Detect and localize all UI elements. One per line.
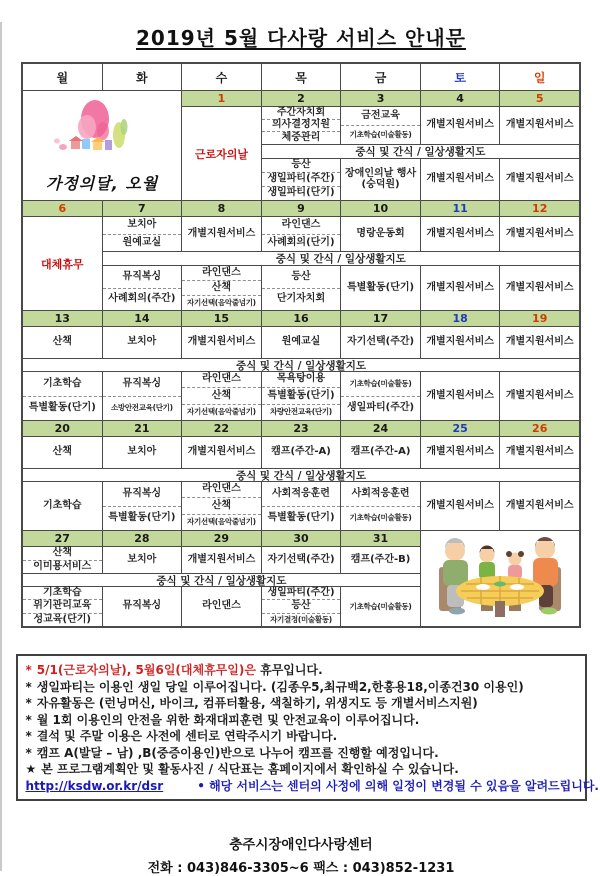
page-title: 2019년 5월 다사랑 서비스 안내문: [136, 26, 466, 50]
activity-cell: [103, 266, 182, 310]
activity-label: 기초학습(미술활동): [349, 378, 412, 388]
activity-label: 특별활동(단기): [262, 506, 341, 531]
activity-cell: [262, 372, 341, 420]
activity-label: 사례회의(단기): [262, 234, 341, 252]
activity-cell: [341, 266, 420, 310]
activity-cell: [421, 482, 500, 530]
date-cell: 14: [103, 311, 182, 326]
weekday-header: 월: [23, 64, 102, 90]
activity-label: 기초학습: [42, 499, 82, 511]
activity-cell: [500, 372, 579, 420]
activity-cell: [262, 217, 341, 251]
activity-cell: [500, 327, 579, 358]
date-cell: 21: [103, 421, 182, 436]
activity-cell: [500, 217, 579, 251]
activity-label: 개별지원서비스: [505, 499, 574, 511]
activity-label: 캠프(주간-A): [350, 446, 411, 458]
activity-label: 의사결정지원: [262, 119, 341, 132]
activity-label: 사회적응훈련: [351, 487, 410, 499]
activity-label: 사회적응훈련: [272, 487, 330, 499]
activity-label: 원예교실: [281, 336, 321, 348]
activity-label: 자기결정(미술활동): [262, 613, 341, 626]
activity-cell: [341, 437, 420, 468]
activity-label: 등산: [291, 270, 311, 282]
activity-label: 기초학습: [42, 377, 82, 389]
activity-label: 단기자치회: [262, 288, 341, 311]
activity-label: 개별지원서비스: [187, 336, 256, 348]
activity-label: 개별지원서비스: [505, 446, 574, 458]
activity-label: 뮤직복싱: [122, 270, 162, 282]
notice-page: [0, 22, 600, 876]
note-schedule-change: http://ksdw.or.kr/dsr • 해당 서비스는 센터의 사정에 의해 일정이 변경될 수 있음을 알려드립니다.: [25, 778, 599, 793]
activity-cell: [421, 217, 500, 251]
weekday-header: 금: [341, 64, 420, 90]
family-month-caption: 가정의달, 오월: [45, 174, 159, 193]
activity-label: 개별지원서비스: [187, 553, 256, 565]
activity-cell: [182, 437, 261, 468]
note-birthday: * 생일파티는 이용인 생일 당일 이루어집니다. (김종우5,최규백2,한홍용18,이종건30 이용인): [25, 679, 524, 694]
date-cell: 9: [262, 201, 341, 216]
activity-label: 금전교육: [361, 109, 400, 121]
lunch-row: 중식 및 간식 / 일상생활지도: [23, 574, 420, 586]
family-dinner-artwork: [421, 531, 579, 626]
calendar: [21, 62, 581, 628]
activity-cell: [23, 587, 102, 626]
note-camp: * 캠프 A(발달 – 남) ,B(중증이용인)반으로 나누어 캠프를 진행할 예정입니다.: [25, 745, 439, 760]
activity-cell: [421, 327, 500, 358]
footer: [2, 833, 600, 876]
activity-label: 산책: [182, 387, 261, 403]
date-cell: 27: [23, 531, 102, 546]
activity-label: 특별활동(단기): [347, 281, 415, 293]
activity-label: 생일파티(주간): [262, 172, 341, 186]
activity-label: 산책: [52, 446, 72, 458]
date-cell: 28: [103, 531, 182, 546]
bullet-icon: *: [25, 696, 32, 710]
weekday-header: 화: [103, 64, 182, 90]
date-cell: 29: [182, 531, 261, 546]
date-cell: 12: [500, 201, 579, 216]
lunch-row: 중식 및 간식 / 일상생활지도: [23, 359, 579, 371]
activity-cell: [262, 547, 341, 573]
activity-cell: [421, 107, 500, 144]
activity-label: 자기선택(주간): [267, 553, 335, 565]
date-cell: 1: [182, 91, 261, 106]
lunch-row: 중식 및 간식 / 일상생활지도: [103, 252, 579, 265]
activity-label: 캠프(주간-B): [350, 553, 411, 565]
activity-label: 생일파티(주간): [267, 586, 335, 598]
activity-label: 개별지원서비스: [505, 281, 574, 293]
activity-label: 개별지원서비스: [426, 227, 494, 239]
date-cell: 19: [500, 311, 579, 326]
activity-cell: [103, 327, 182, 358]
activity-label: 이미용서비스: [23, 560, 102, 574]
activity-label: 등산: [262, 599, 341, 612]
activity-cell: [182, 327, 261, 358]
lunch-row: 중식 및 간식 / 일상생활지도: [23, 469, 579, 481]
activity-label: 기초학습(미술활동): [341, 506, 420, 531]
activity-label: 성교육(단기): [23, 613, 102, 626]
activity-label: 개별지원서비스: [426, 119, 494, 131]
activity-cell: [500, 159, 579, 200]
date-cell: 30: [262, 531, 341, 546]
activity-label: 개별지원서비스: [187, 227, 256, 239]
activity-cell: [421, 159, 500, 200]
activity-cell: [500, 437, 579, 468]
date-cell: 4: [421, 91, 500, 106]
activity-cell: [262, 327, 341, 358]
holiday-cell: 근로자의날: [182, 107, 261, 200]
bullet-icon: *: [25, 745, 32, 760]
activity-label: 개별지원서비스: [426, 389, 494, 401]
activity-cell: [23, 327, 102, 358]
activity-cell: [182, 217, 261, 251]
dot-bullet-icon: •: [197, 778, 205, 793]
activity-label: 주간자치회: [276, 106, 326, 118]
activity-label: 보치아: [127, 553, 157, 565]
center-homepage-link[interactable]: http://ksdw.or.kr/dsr: [25, 778, 164, 793]
date-cell: 3: [341, 91, 420, 106]
activity-cell: [421, 372, 500, 420]
activity-label: 개별지원서비스: [187, 446, 256, 458]
activity-cell: [23, 372, 102, 420]
family-dinner-icon: [421, 529, 579, 629]
activity-cell: [262, 482, 341, 530]
note-safety-training: * 월 1회 이용인의 안전을 위한 화재대피훈련 및 안전교육이 이루어집니다.: [25, 712, 420, 727]
weekday-header: 목: [262, 64, 341, 90]
activity-label: 소방안전교육(단기): [103, 396, 182, 421]
activity-label: 기초학습: [42, 586, 82, 598]
activity-cell: [341, 482, 420, 530]
activity-label: 뮤직복싱: [122, 600, 162, 612]
activity-label: 생일파티(주간): [341, 396, 420, 421]
activity-cell: [182, 547, 261, 573]
activity-cell: [341, 217, 420, 251]
activity-cell: [500, 482, 579, 530]
activity-label: 자기선택(음악줄넘기): [182, 295, 261, 310]
star-icon: ★: [25, 762, 37, 776]
activity-cell: [262, 159, 341, 200]
weekday-header: 일: [500, 64, 579, 90]
note-homepage: ★ 본 프로그램계획안 및 활동사진 / 식단표는 홈페이지에서 확인하실 수 있습니다.: [25, 762, 459, 776]
activity-cell: [500, 107, 579, 144]
date-cell: 5: [500, 91, 579, 106]
activity-cell: [341, 327, 420, 358]
date-cell: 10: [341, 201, 420, 216]
date-cell: 26: [500, 421, 579, 436]
bullet-icon: *: [25, 729, 32, 743]
activity-label: 특별활동(단기): [103, 506, 182, 531]
activity-label: 개별지원서비스: [426, 336, 494, 348]
activity-label: 라인댄스: [202, 266, 241, 278]
activity-label: 개별지원서비스: [426, 281, 494, 293]
activity-cell: [103, 217, 182, 251]
activity-cell: [182, 482, 261, 530]
contact-info: 전화 : 043)846-3305~6 팩스 : 043)852-1231: [147, 861, 455, 876]
activity-label: 개별지원서비스: [426, 173, 494, 185]
activity-label: 라인댄스: [202, 483, 241, 495]
date-cell: 13: [23, 311, 102, 326]
activity-cell: [262, 437, 341, 468]
activity-cell: [182, 266, 261, 310]
activity-label: 보치아: [127, 336, 157, 348]
activity-label: 생일파티(단기): [262, 186, 341, 200]
activity-label: 개별지원서비스: [505, 389, 574, 401]
activity-cell: [341, 159, 420, 200]
weekday-header: 토: [421, 64, 500, 90]
activity-cell: [103, 437, 182, 468]
activity-label: 원예교실: [103, 234, 182, 252]
weekday-header: 수: [182, 64, 261, 90]
activity-label: 산책: [52, 547, 72, 558]
activity-label: 기초학습(미술활동): [349, 601, 412, 611]
activity-cell: [421, 437, 500, 468]
date-cell: 23: [262, 421, 341, 436]
date-cell: 22: [182, 421, 261, 436]
activity-label: 개별지원서비스: [426, 446, 494, 458]
activity-label: 개별지원서비스: [426, 499, 494, 511]
activity-label: 특별활동(단기): [262, 387, 341, 403]
center-name: 충주시장애인다사랑센터: [229, 837, 373, 853]
holiday-cell: 대체휴무: [23, 217, 102, 310]
activity-label: 사례회의(주간): [103, 288, 182, 311]
date-cell: 31: [341, 531, 420, 546]
activity-label: 개별지원서비스: [505, 119, 574, 131]
activity-cell: [341, 372, 420, 420]
activity-label: 라인댄스: [202, 373, 241, 385]
activity-cell: [341, 107, 420, 144]
note-free-activity: * 자유활동은 (런닝머신, 바이크, 컴퓨터활용, 색칠하기, 위생지도 등 개별서비스지원): [25, 696, 478, 710]
activity-label: 뮤직복싱: [122, 487, 162, 499]
date-cell: 7: [103, 201, 182, 216]
activity-label: 명랑운동회: [356, 227, 405, 239]
activity-cell: [23, 437, 102, 468]
family-month-artwork: [23, 91, 181, 200]
activity-cell: [262, 587, 341, 626]
activity-label: 산책: [182, 280, 261, 295]
activity-cell: [500, 266, 579, 310]
activity-cell: [23, 547, 102, 573]
activity-label: 차량안전교육(단기): [262, 404, 341, 420]
activity-cell: [103, 587, 182, 626]
activity-label: 보치아: [127, 446, 157, 458]
date-cell: 11: [421, 201, 500, 216]
activity-label: 산책: [182, 497, 261, 513]
date-cell: 16: [262, 311, 341, 326]
bullet-icon: *: [25, 663, 32, 677]
date-cell: 25: [421, 421, 500, 436]
activity-label: 자기선택(음악줄넘기): [182, 514, 261, 530]
activity-label: 라인댄스: [281, 219, 321, 230]
activity-label: 개별지원서비스: [505, 227, 574, 239]
activity-label: 위기관리교육: [23, 599, 102, 612]
activity-cell: [262, 266, 341, 310]
activity-label: 캠프(주간-A): [271, 446, 331, 458]
activity-label: 기초학습(미술활동): [341, 125, 420, 144]
activity-label: 자기선택(음악줄넘기): [182, 404, 261, 420]
bullet-icon: *: [25, 712, 32, 727]
activity-cell: [421, 266, 500, 310]
lunch-row: 중식 및 간식 / 일상생활지도: [262, 145, 579, 158]
activity-label: 개별지원서비스: [505, 173, 574, 185]
date-cell: 17: [341, 311, 420, 326]
family-month-flower-icon: [27, 97, 177, 169]
activity-cell: [103, 547, 182, 573]
activity-label: 목욕탕이용: [276, 373, 326, 385]
activity-label: 등산: [291, 159, 311, 171]
date-cell: 6: [23, 201, 102, 216]
date-cell: 18: [421, 311, 500, 326]
activity-cell: [341, 547, 420, 573]
note-holiday: * 5/1(근로자의날), 5월6일(대체휴무일)은 휴무입니다.: [25, 663, 323, 677]
activity-cell: [262, 107, 341, 144]
activity-label: 체중관리: [262, 131, 341, 144]
date-cell: 8: [182, 201, 261, 216]
note-absence: * 결석 및 주말 이용은 사전에 센터로 연락주시기 바랍니다.: [25, 729, 338, 743]
activity-cell: [23, 482, 102, 530]
activity-cell: [182, 587, 261, 626]
activity-cell: [341, 587, 420, 626]
activity-cell: [182, 372, 261, 420]
activity-label: 보치아: [127, 219, 157, 230]
activity-label: 뮤직복싱: [122, 377, 162, 389]
date-cell: 15: [182, 311, 261, 326]
bullet-icon: *: [25, 679, 32, 694]
notes-box: [16, 654, 599, 801]
activity-cell: [103, 482, 182, 530]
date-cell: 24: [341, 421, 420, 436]
activity-label: 산책: [52, 336, 72, 348]
activity-cell: [103, 372, 182, 420]
activity-label: 라인댄스: [202, 600, 241, 612]
activity-label: 개별지원서비스: [505, 336, 574, 348]
activity-label: 특별활동(단기): [23, 396, 102, 421]
activity-label: 자기선택(주간): [347, 336, 415, 348]
date-cell: 2: [262, 91, 341, 106]
date-cell: 20: [23, 421, 102, 436]
activity-label: 장애인의날 행사(숭덕원): [345, 168, 417, 190]
